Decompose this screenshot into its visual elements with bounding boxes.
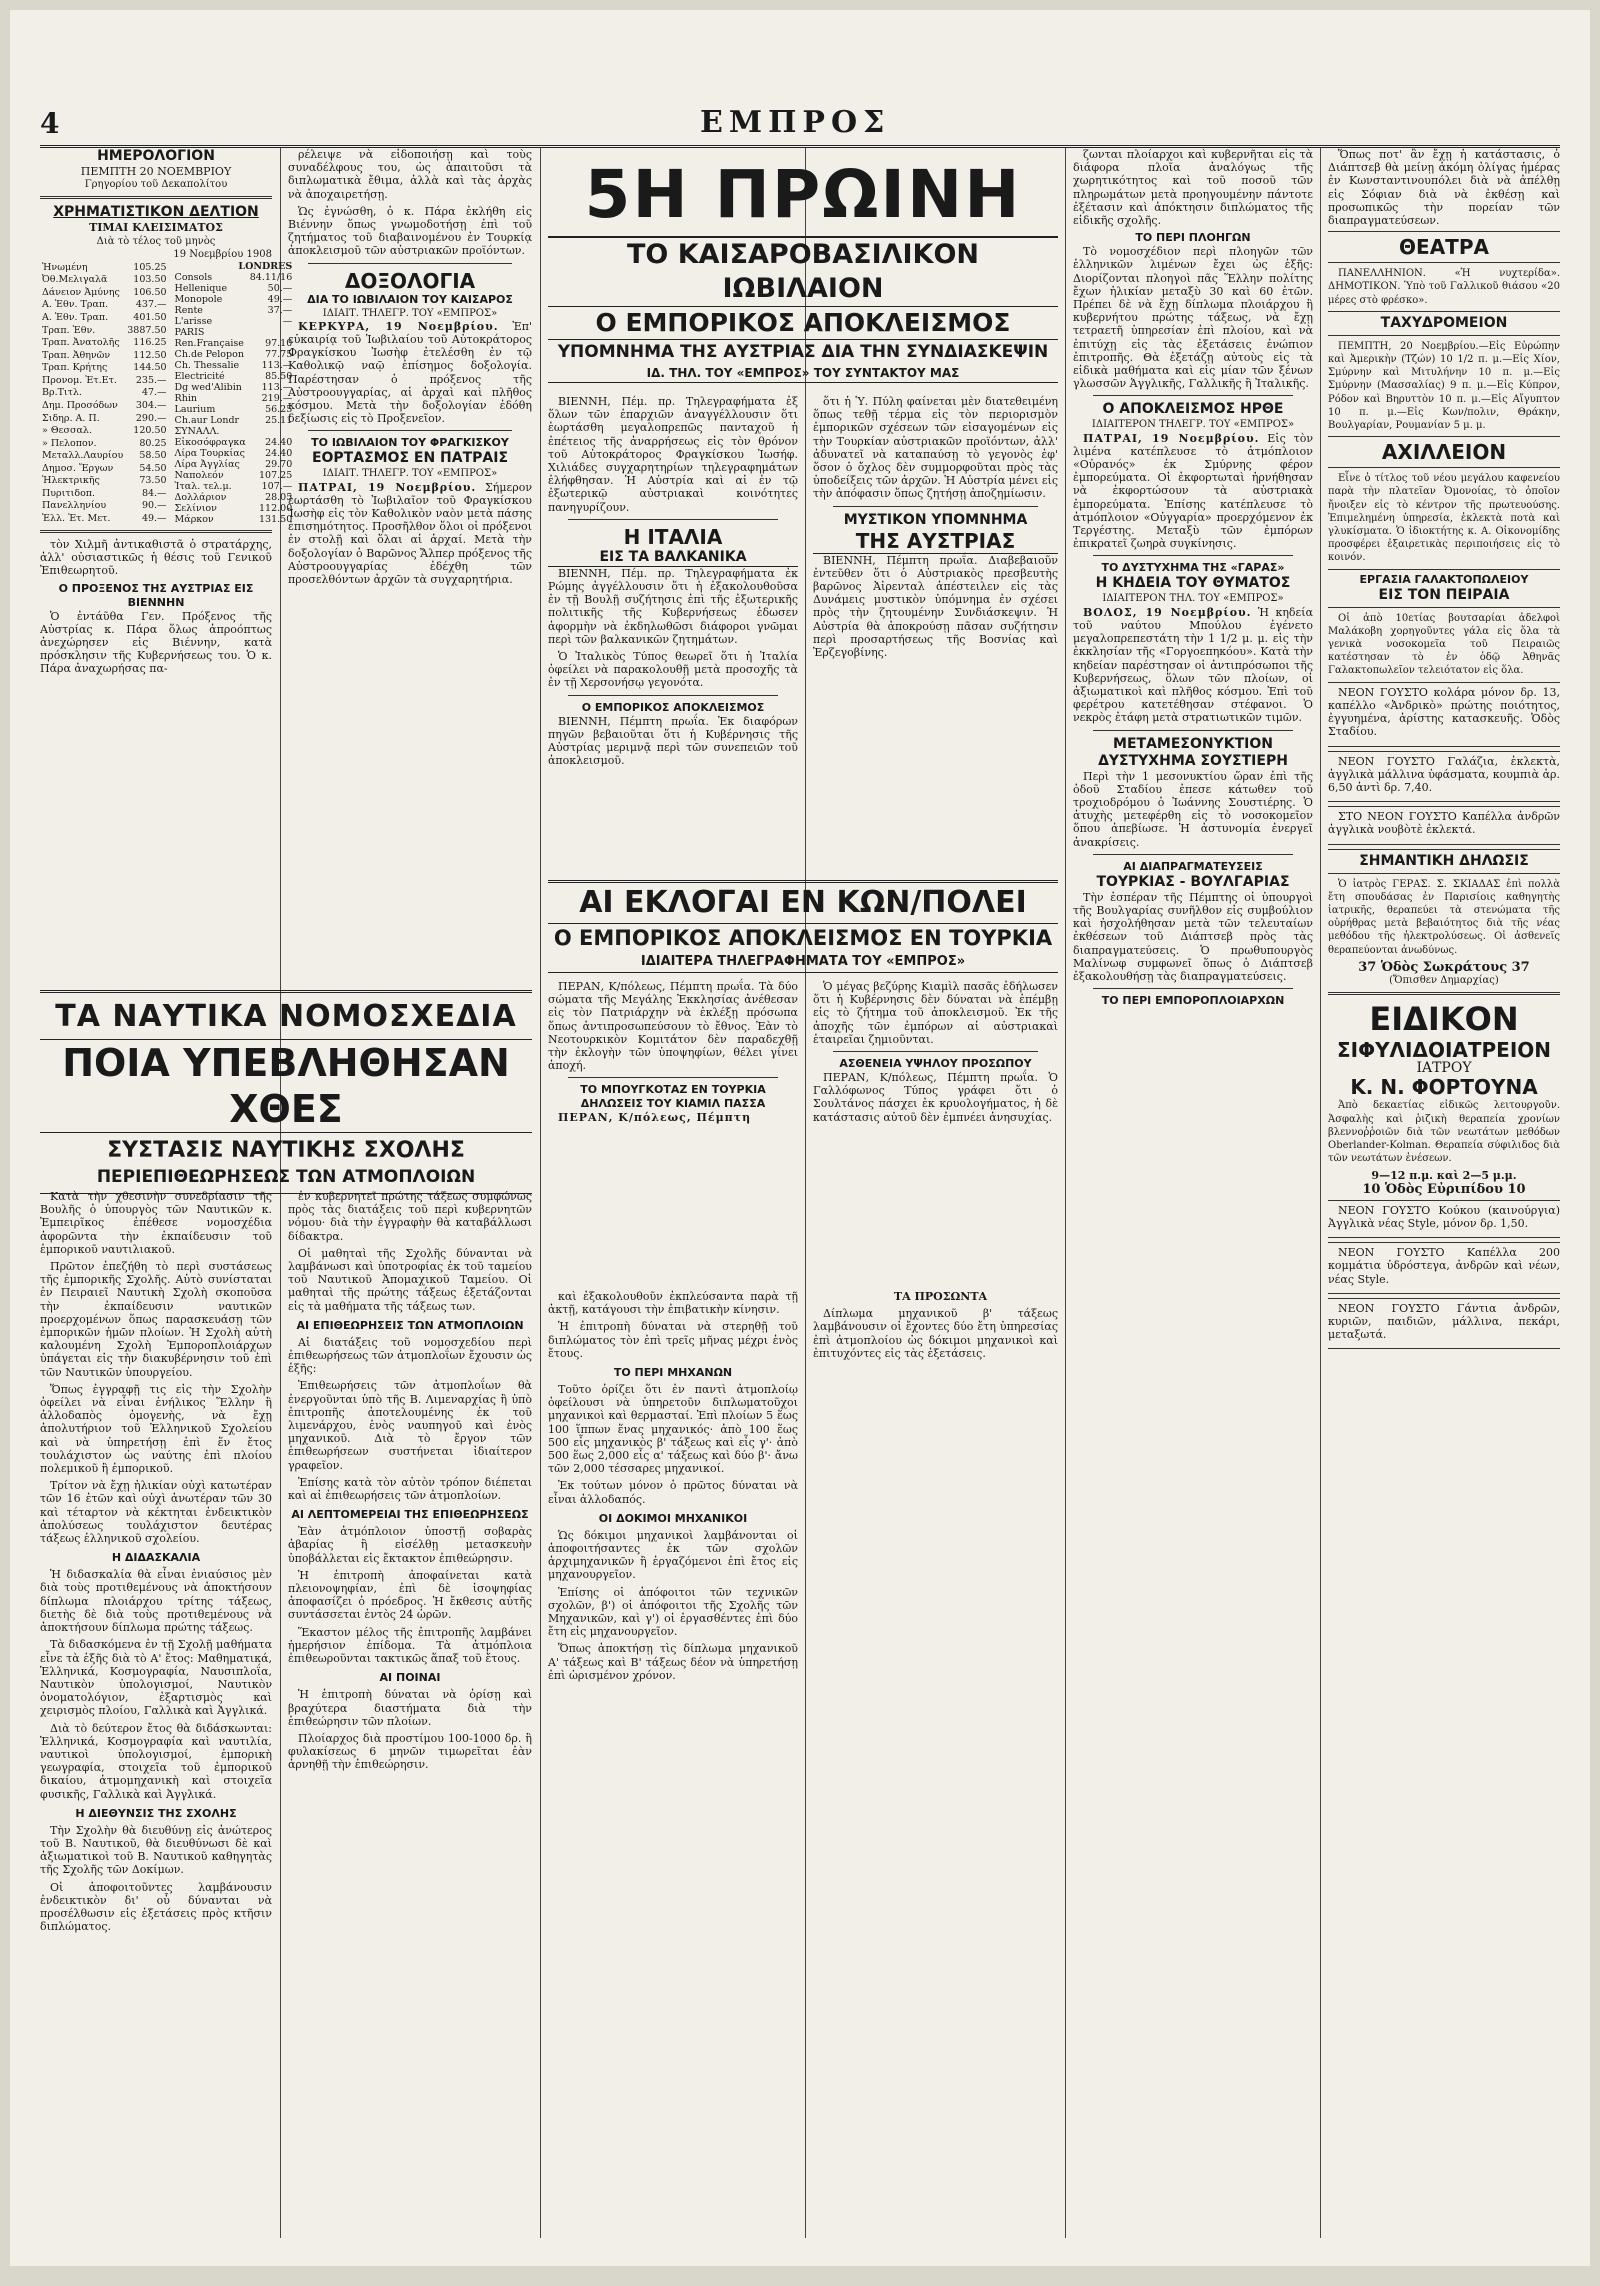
article-paragraph: Ὅπως ἀποκτήσῃ τὶς δίπλωμα μηχανικοῦ Α' τάξεως καὶ Β' τάξεως δέον νὰ ὑπηρετήσῃ ἐπὶ ὡρισμένον χρόνον.: [548, 1642, 798, 1682]
doxology-source: ΙΔΙΑΙΤ. ΤΗΛΕΓΡ. ΤΟΥ «ΕΜΠΡΟΣ»: [322, 307, 498, 319]
article-paragraph: Πλοίαρχος διὰ προστίμου 100-1000 δρ. ἢ φυλακίσεως 6 μηνῶν τιμωρεῖται ἐὰν ἀρνηθῇ τὴν ἐπιθεώρησιν.: [288, 1731, 532, 1772]
market-label: Rhin: [174, 393, 197, 405]
market-row: [40, 274, 169, 287]
section-subheading: Η ΔΙΔΑΣΚΑΛΙΑ: [111, 1551, 201, 1565]
article-paragraph: Οἱ μαθηταὶ τῆς Σχολῆς δύνανται νὰ λαμβάνωσι καὶ ὑποτροφίας ἐκ τοῦ ταμείου τοῦ Ναυτικοῦ Ἀπομαχικοῦ Ταμείου. Οἱ μαθηταὶ τῆς πρώτης τάξεως ἐξετάζονται εἰς τὰ μαθήματα τῆς τάξεως των.: [288, 1246, 532, 1313]
market-value: 144.50: [133, 362, 167, 374]
funeral-title: Η ΚΗΔΕΙΑ ΤΟΥ ΘΥΜΑΤΟΣ: [1095, 575, 1291, 592]
notice-address-2: (Ὄπισθεν Δημαρχίας): [1389, 974, 1499, 986]
market-label: Rente: [174, 305, 203, 317]
negotiations-title: ΑΙ ΔΙΑΠΡΑΓΜΑΤΕΥΣΕΙΣ: [1123, 859, 1263, 873]
article-paragraph: Τὴν Σχολὴν θὰ διευθύνῃ εἰς ἀνώτερος τοῦ Β. Ναυτικοῦ, θὰ διευθύνωσι δὲ καὶ ἀξιωματικοὶ τοῦ Β. Ναυτικοῦ καθηγητὰς τῆς Σχολῆς τῶν Δοκίμων.: [40, 1823, 272, 1877]
calendar-saint: Γρηγορίου τοῦ Δεκαπολίτου: [84, 179, 228, 191]
market-value: —: [282, 316, 293, 328]
market-value: 120.50: [133, 425, 167, 437]
market-value: 97.10: [265, 338, 293, 350]
market-row: [40, 512, 169, 525]
article-paragraph: ἐν κυβερνητεῖ πρώτης τάξεως συμφώνως πρὸς τὰς διατάξεις τοῦ περὶ κυβερνητῶν νόμου· διὰ τὴν ἐγγραφὴν θὰ καταβάλλωσι δίδακτρα.: [288, 1190, 532, 1243]
market-row: [173, 371, 295, 382]
market-label: Hellenique: [174, 283, 228, 295]
column-2: [288, 148, 532, 978]
market-value: 107.25: [259, 470, 293, 482]
column-5: [1073, 148, 1313, 2238]
market-value: 304.—: [135, 399, 167, 411]
article-paragraph: Τοῦτο ὁρίζει ὅτι ἐν παντὶ ἀτμοπλοίῳ ὀφείλουσι νὰ ὑπηρετοῦν διπλωματοῦχοι μηχανικοὶ καὶ θερμασταί. Ἐπὶ πλοίων 5 ἕως 100 ἵππων ἕνας μηχανικός· ἀπὸ 100 ἕως 500 εἷς μηχανικὸς β' τάξεως καὶ εἷς γ'· ἀπὸ 500 ἕως 2,000 εἷς α' τάξεως καὶ δύο β'· ἄνω τῶν 2,000 τέσσαρες μηχανικοί.: [548, 1383, 798, 1476]
accident-title: ΔΥΣΤΥΧΗΜΑ ΣΟΥΣΤΙΕΡΗ: [1098, 752, 1288, 769]
ad-5: ΝΕΟΝ ΓΟΥΣΤΟ Καπέλλα 200 κομμάτια ὑδρόστεγα, ἀνδρῶν καὶ νέων, νέας Style.: [1328, 1246, 1560, 1286]
market-row: [40, 449, 169, 462]
market-value: 56.25: [265, 404, 293, 416]
negotiations-subtitle: ΤΟΥΡΚΙΑΣ - ΒΟΥΛΓΑΡΙΑΣ: [1096, 873, 1290, 890]
market-value: 24.40: [265, 437, 293, 449]
elections-title: ΑΙ ΕΚΛΟΓΑΙ ΕΝ ΚΩΝ/ΠΟΛΕΙ: [579, 885, 1027, 920]
market-row: [40, 462, 169, 475]
achilleion-title: ΑΧΙΛΛΕΙΟΝ: [1381, 440, 1507, 465]
market-subtitle: ΤΙΜΑΙ ΚΛΕΙΣΙΜΑΤΟΣ: [89, 221, 223, 235]
theatres-title: ΘΕΑΤΡΑ: [1399, 235, 1489, 260]
col5-top: ζωνται πλοίαρχοι καὶ κυβερνῆται εἰς τὰ διάφορα πλοῖα ἀναλόγως τῆς χωρητικότητος καὶ τοῦ ποσοῦ τῶν πληρωμάτων μετὰ προηγουμένην πάντοτε ἐξέτασιν καὶ ἀπόκτησιν διπλώματος τῆς εἰδικῆς σχολῆς.: [1073, 148, 1313, 228]
market-row: [40, 399, 169, 412]
section-subheading: ΤΟ ΠΕΡΙ ΜΗΧΑΝΩΝ: [613, 1366, 733, 1380]
nautical-headline: ΠΟΙΑ ΥΠΕΒΛΗΘΗΣΑΝ ΧΘΕΣ: [40, 1039, 532, 1133]
ad-6: ΝΕΟΝ ΓΟΥΣΤΟ Γάντια ἀνδρῶν, κυριῶν, παιδιῶν, μάλλινα, πεκάρι, μεταξωτά.: [1328, 1301, 1560, 1342]
article-paragraph: Ἐπίσης οἱ ἀπόφοιτοι τῶν τεχνικῶν σχολῶν, β') οἱ ἀπόφοιτοι τῆς Σχολῆς τῶν Μηχανικῶν, καὶ γ') οἱ ἐργασθέντες ἐπὶ δύο ἔτη εἰς μηχανουργεῖον.: [548, 1585, 798, 1639]
section-subheading: ΟΙ ΔΟΚΙΜΟΙ ΜΗΧΑΝΙΚΟΙ: [598, 1511, 748, 1525]
col2-p2: Ὡς ἐγνώσθη, ὁ κ. Πάρα ἐκλήθη εἰς Βιέννην ὅπως γνωμοδοτήσῃ ἐπὶ τοῦ ζητήματος τοῦ διαβαινομένου ἐν Τουρκίᾳ ἀποκλεισμοῦ τῶν αὐστριακῶν προϊόντων.: [288, 204, 532, 258]
market-label: Ch. Thessalie: [174, 360, 240, 372]
market-label: Electricité: [174, 371, 225, 383]
market-label: Προνομ. Ἐτ.Ετ.: [42, 374, 117, 386]
health-title: ΑΣΘΕΝΕΙΑ ΥΨΗΛΟΥ ΠΡΟΣΩΠΟΥ: [839, 1057, 1032, 1071]
market-row: [173, 492, 295, 503]
market-label: Ὀθ.Μελιγαλᾶ: [42, 274, 108, 286]
market-row: [173, 481, 295, 492]
section-subheading: ΑΙ ΕΠΙΘΕΩΡΗΣΕΙΣ ΤΩΝ ΑΤΜΟΠΛΟΙΩΝ: [296, 1318, 524, 1332]
market-label: L'arisse: [174, 316, 213, 328]
market-row: [173, 426, 295, 437]
article-paragraph: Τρίτον νὰ ἔχῃ ἡλικίαν οὐχὶ κατωτέραν τῶν 16 ἐτῶν καὶ οὐχὶ ἀνωτέραν τῶν 30 καὶ τέταρτον νὰ κέκτηται ἐνδεικτικὸν ἀπολύσεως τουλάχιστον δευτέρας τάξεως ἑλληνικοῦ σχολείου.: [40, 1479, 272, 1546]
funeral-source: ΙΔΙΑΙΤΕΡΟΝ ΤΗΛ. ΤΟΥ «ΕΜΠΡΟΣ»: [1102, 593, 1284, 605]
market-row: [40, 349, 169, 362]
volos-dateline: ΒΟΛΟΣ, 19 Νοεμβρίου.: [1083, 605, 1252, 619]
market-row: [40, 286, 169, 299]
market-row: [173, 272, 295, 283]
market-row: [173, 327, 295, 338]
market-label: Ἰταλ. τελ.μ.: [174, 481, 232, 493]
market-value: 106.50: [133, 286, 167, 298]
nautical-title: ΤΑ ΝΑΥΤΙΚΑ ΝΟΜΟΣΧΕΔΙΑ: [55, 999, 517, 1034]
market-value: 401.50: [133, 312, 167, 324]
ship-accident-title: ΤΟ ΔΥΣΤΥΧΗΜΑ ΤΗΣ «ΓΑΡΑΣ»: [1101, 561, 1285, 575]
market-value: 37.—: [267, 305, 293, 317]
dairy-text: Οἱ ἀπὸ 10ετίας βουτσαρίαι ἀδελφοὶ Μαλάκοβη χορηγοῦντες γάλα εἰς ὅλα τὰ γενικὰ νοσοκομεῖα τοῦ Πειραιῶς κατέστησαν τὸ ἐν ὁδῷ Ἀθηνᾶς Γαλακτοπωλεῖον τελειότατον εἰς ὅλα.: [1328, 612, 1560, 677]
health-text: ΠΕΡΑΝ, Κ/πόλεως, Πέμπτη πρωΐα. Ὁ Γαλλόφωνος Τύπος γράφει ὅτι ὁ Σουλτάνος πάσχει ἐκ κρυολογήματος, ἡ δὲ κατάστασις αὐτοῦ δὲν ἐμπνέει ἀνησυχίας.: [813, 1071, 1058, 1124]
market-note: Διὰ τὸ τέλος τοῦ μηνὸς: [96, 235, 216, 247]
market-value: 112.00: [259, 503, 293, 515]
article-paragraph: Αἱ διατάξεις τοῦ νομοσχεδίου περὶ ἐπιθεωρήσεως τῶν ἀτμοπλοΐων ἔχουσιν ὡς ἑξῆς:: [288, 1335, 532, 1376]
elections-banner: [548, 880, 1058, 973]
dairy-subtitle: ΕΙΣ ΤΟΝ ΠΕΙΡΑΙΑ: [1378, 586, 1510, 603]
envoy-text: Ὁ ἐντάῦθα Γεν. Πρόξενος τῆς Αὐστρίας κ. Πάρα ὅλως ἀπροόπτως ἀνεχώρησεν εἰς Βιέννην, κατὰ πρόσκλησιν τῆς Κυβερνήσεως του. Ὁ κ. Πάρα ἀναχωρήσας πα-: [40, 609, 272, 676]
article-paragraph: Ἐκ τούτων μόνον ὁ πρῶτος δύναται νὰ εἶναι ἀλλοδαπός.: [548, 1479, 798, 1506]
engines-column: [548, 1290, 798, 2240]
banner-memo: ΥΠΟΜΝΗΜΑ ΤΗΣ ΑΥΣΤΡΙΑΣ ΔΙΑ ΤΗΝ ΣΥΝΔΙΑΣΚΕΨΙΝ: [557, 342, 1049, 362]
trade-title: ΤΑ ΠΡΟΣΩΝΤΑ: [893, 1290, 988, 1303]
market-value: 49.—: [267, 294, 293, 306]
market-label: Δάνειον Ἀμύνης: [42, 286, 120, 298]
post-text: ΠΕΜΠΤΗ, 20 Νοεμβρίου.—Εἰς Εὐρώπην καὶ Ἀμερικὴν (Τζών) 10 1/2 π. μ.—Εἰς Χίον, Σμύρνην καὶ Μιτυλήνην 10 π. μ.—Εἰς Σμύρνην (Μασσαλίας) 9 π. μ.—Εἰς Κύπρον, Ρόδον καὶ Βηρυττὸν 10 π. μ.—Εἰς Αἴγυπτον 10 π. μ.—Εἰς Κων/πολιν, Θράκην, Βουλγαρίαν, Ρουμανίαν 5 μ. μ.: [1328, 340, 1560, 432]
article-paragraph: Ἐπίσης κατὰ τὸν αὐτὸν τρόπον διέπεται καὶ αἱ ἐπιθεωρήσεις τῶν ἀτμοπλοίων.: [288, 1475, 532, 1503]
market-row: [40, 500, 169, 513]
market-row: [173, 503, 295, 514]
article-paragraph: Ὡς δόκιμοι μηχανικοὶ λαμβάνονται οἱ ἀποφοιτήσαντες ἐκ τῶν σχολῶν ἀρχιμηχανικῶν ἢ ἐργαζόμενοι ἐπὶ ἔτος εἰς μηχανουργεῖον.: [548, 1528, 798, 1582]
market-label: Τραπ. Ἀθηνῶν: [42, 349, 111, 361]
market-label: Monopole: [174, 294, 223, 306]
masthead: [40, 105, 1560, 148]
table-header: LONDRES: [238, 261, 293, 273]
market-row: [173, 459, 295, 470]
post-title: ΤΑΧΥΔΡΟΜΕΙΟΝ: [1380, 314, 1508, 331]
nautical-header: [40, 990, 532, 1194]
vienna-text-b: ὅτι ἡ Ὑ. Πύλη φαίνεται μὲν διατεθειμένη ὅπως τεθῇ τέρμα εἰς τὸν περιορισμὸν ἐμπορικῶν σχέσεων τῶν εἰσαγομένων εἰς τὴν Τουρκίαν αὐστριακῶν προϊόντων, ἀλλ' ἀδυνατεῖ νὰ καταπαύσῃ τὸ γεγονὸς ἐφ' ὅσον ὁ ὄχλος δὲν συμμορφοῦται πρὸς τὰς ὑποδείξεις τῶν ἀρχῶν. Ἡ Αὐστρία μένει εἰς τὴν ἀπόφασιν ὅπως ζητήσῃ ἀποζημίωσιν.: [813, 395, 1058, 501]
market-row: [40, 362, 169, 375]
market-row: [40, 324, 169, 337]
special-text: Ἀπὸ δεκαετίας εἰδικῶς λειτουργοῦν. Ἀσφαλὴς καὶ ῥιζικὴ θεραπεία χρονίων βλεννοῤῥοιῶν διὰ τῶν νεωτάτων μεθόδων Oberlander-Kolman. Θεραπεία σύφιλιδος διὰ τῶν νεωτάτων ἐνέσεων.: [1328, 1100, 1560, 1165]
corfu-dateline: ΚΕΡΚΥΡΑ, 19 Νοεμβρίου.: [298, 319, 499, 333]
newspaper-name: ΕΜΠΡΟΣ: [700, 105, 891, 140]
boycott-came-title: Ο ΑΠΟΚΛΕΙΣΜΟΣ ΗΡΘΕ: [1102, 401, 1284, 418]
section-subheading: ΑΙ ΠΟΙΝΑΙ: [379, 1671, 441, 1685]
market-label: Α. Ἐθν. Τραπ.: [42, 299, 109, 311]
special-subtitle: ΣΙΦΥΛΙΔΟΙΑΤΡΕΙΟΝ: [1336, 1038, 1552, 1063]
market-row: [40, 437, 169, 450]
calendar-title: ΗΜΕΡΟΛΟΓΙΟΝ: [97, 148, 215, 164]
market-label: Μάρκον: [174, 514, 214, 526]
section-subheading: ΑΙ ΛΕΠΤΟΜΕΡΕΙΑΙ ΤΗΣ ΕΠΙΘΕΩΡΗΣΕΩΣ: [291, 1508, 529, 1522]
special-doctor-name: Κ. Ν. ΦΟΡΤΟΥΝΑ: [1350, 1075, 1538, 1100]
column-rule: [1320, 148, 1321, 2238]
market-value: 28.05: [265, 492, 293, 504]
market-row: [173, 470, 295, 481]
accident-text: Περὶ τὴν 1 μεσονυκτίου ὥραν ἐπὶ τῆς ὁδοῦ Σταδίου ἐπεσε κάτωθεν τοῦ τροχιοδρόμου ὁ Ἰωάννης Σουστιέρης. Ὁ ἀτυχὴς μετεφέρθη εἰς τὸ νοσοκομεῖον ὅπου ἀπεβίωσε. Ἡ ἀστυνομία ἐνεργεῖ ἀνακρίσεις.: [1073, 769, 1313, 849]
market-row: [40, 424, 169, 437]
column-3: [548, 395, 798, 875]
market-label: Εἰκοσόφραγκα: [174, 437, 246, 449]
market-value: 113.—: [261, 382, 293, 394]
calendar-date: ΠΕΜΠΤΗ 20 ΝΟΕΜΒΡΙΟΥ: [80, 165, 232, 178]
market-label: » Θεσσαλ.: [42, 425, 92, 437]
italy-subtitle: ΕΙΣ ΤΑ ΒΑΛΚΑΝΙΚΑ: [548, 549, 798, 567]
pera-text-a: ΠΕΡΑΝ, Κ/πόλεως, Πέμπτη πρωΐα. Τὰ δύο σώματα τῆς Μεγάλης Ἐκκλησίας ἀνέθεσαν εἰς τὸν Πατριάρχην νὰ ἐκλέξῃ πρόσωπα ὅπως ἀντιπροσωπεύσουν τὸ ἔθνος. Ἐὰν τὸ Νεοτουρκικὸν Κομιτάτον δὲν παραδεχθῇ τὴν ἐκλογὴν τῶν ὑποψηφίων, θέλει γίνει ἀποχή.: [548, 980, 798, 1073]
market-value: 50.—: [267, 283, 293, 295]
dairy-title: ΕΡΓΑΣΙΑ ΓΑΛΑΚΤΟΠΩΛΕΙΟΥ: [1359, 572, 1529, 586]
market-label: Ch.de Pelopon: [174, 349, 244, 361]
market-value: 219.—: [261, 393, 293, 405]
market-value: 290.—: [135, 412, 167, 424]
funeral-text: Ἡ κηδεία τοῦ ναύτου Μπούλου ἐγένετο μεγαλοπρεπεστάτη τὴν 1 1/2 μ. μ. εἰς τὴν ἐκκλησίαν τῆς «Γοργοεπηκόου». Κατὰ τὴν κηδείαν παρέστησαν οἱ ἀντιπρόσωποι τῆς Κυβερνήσεως, ὅλων τῶν πλοίων, οἱ ἀξιωματικοὶ καὶ πλῆθος κόσμου. Ἐπὶ τοῦ φερέτρου κατετέθησαν στέφανοι. Ὁ νεκρὸς ἐτάφη μετὰ στρατιωτικῶν τιμῶν.: [1073, 605, 1313, 725]
market-row: [173, 338, 295, 349]
article-paragraph: Ἡ ἐπιτροπὴ δύναται νὰ στερηθῇ τοῦ διπλώματος τὸν ἐπὶ τρεῖς μῆνας μέχρι ἑνὸς ἔτους.: [548, 1320, 798, 1360]
nautical-subhead-2: ΠΕΡΙΕΠΙΘΕΩΡΗΣΕΩΣ ΤΩΝ ΑΤΜΟΠΛΟΙΩΝ: [40, 1165, 532, 1194]
special-hours: 9—12 π.μ. καὶ 2—5 μ.μ.: [1371, 1169, 1517, 1183]
market-value: 54.50: [139, 462, 167, 474]
corfu-text: Ἐπ' εὐκαιρίᾳ τοῦ Ἰωβιλαίου τοῦ Αὐτοκράτορος Φραγκίσκου Ἰωσὴφ ἐτελέσθη ἐν τῷ Καθολικῷ ναῷ ἐπίσημος δοξολογία. Παρέστησαν ὁ πρόξενος τῆς Αὐστροουγγαρίας, αἱ ἀρχαὶ καὶ πλῆθος κόσμου. Μετὰ τὴν δοξολογίαν ἐδόθη δεξίωσις εἰς τὸ Προξενεῖον.: [288, 319, 532, 426]
memo-text: ΒΙΕΝΝΗ, Πέμπτη πρωΐα. Διαβεβαιοῦν ἐντεῦθεν ὅτι ὁ Αὐστριακὸς πρεσβευτὴς βαρῶνος Ἀἰρενταλ ἀπέστειλεν εἰς τὰς Δυνάμεις μυστικὸν ὑπόμνημα ἐν σχέσει πρὸς τὴν ζητουμένην Συνδιάσκεψιν. Ἡ Αὐστρία θὰ ἀποκρούσῃ πᾶσαν συζήτησιν περὶ προσαρτήσεως τῆς Βοσνίας καὶ Ἐρζεγοβίνης.: [813, 553, 1058, 660]
boycott-came-source: ΙΔΙΑΙΤΕΡΟΝ ΤΗΛΕΓΡ. ΤΟΥ «ΕΜΠΡΟΣ»: [1091, 419, 1295, 431]
col2-p1: ρέλειψε νὰ εἰδοποιήσῃ καὶ τοὺς συναδέλφους του, ὡς ἀπαιτοῦσι τὰ διπλωματικὰ ἔθιμα, ἀλλὰ καὶ τὰς ἀρχὰς νὰ ἀποχαιρετήσῃ.: [288, 148, 532, 201]
market-value: 90.—: [141, 500, 167, 512]
market-value: 29.70: [265, 459, 293, 471]
market-label: Ἑλλ. Ἐτ. Μετ.: [42, 513, 111, 525]
market-label: Δημοσ. Ἔργων: [42, 462, 114, 474]
jubilee-title: ΤΟ ΙΩΒΙΛΑΙΟΝ ΤΟΥ ΦΡΑΓΚΙΣΚΟΥ: [311, 436, 509, 450]
intro-text: τὸν Χιλμῆ ἀντικαθιστᾶ ὁ στρατάρχης, ἀλλ' οὐσιαστικῶς ἡ θέσις τοῦ Γενικοῦ Ἐπιθεωρητοῦ.: [40, 538, 272, 578]
article-paragraph: Ἕκαστον μέλος τῆς ἐπιτροπῆς λαμβάνει ἡμερήσιον ἐπίδομα. Τὰ ἀτμόπλοια ἐπιθεωροῦνται τακτικῶς ἅπαξ τοῦ ἔτους.: [288, 1625, 532, 1666]
article-paragraph: Οἱ ἀποφοιτοῦντες λαμβάνουσιν ἐνδεικτικὸν δι' οὗ δύνανται νὰ προσέλθωσιν εἰς ἐξετάσεις πρὸς κτῆσιν διπλώματος.: [40, 1880, 272, 1934]
patras-subtitle: ΕΟΡΤΑΣΜΟΣ ΕΝ ΠΑΤΡΑΙΣ: [311, 450, 509, 467]
column-rule: [805, 148, 806, 2238]
column-1: [40, 148, 293, 978]
column-3-lower: [548, 980, 798, 1280]
market-label: Ναπολεόν: [174, 470, 224, 482]
market-label: Τραπ. Κρήτης: [42, 362, 108, 374]
market-table-athens: [40, 261, 169, 525]
patras-text: Σήμερον ἑωρτάσθη τὸ Ἰωβιλαῖον τοῦ Φραγκίσκου Ἰωσὴφ εἰς τὸν Καθολικὸν ναὸν μετὰ πάσης ἐπισημότητος. Προσῆλθον ὅλοι οἱ πρόξενοι ἐν στολῇ καὶ ὅλαι αἱ ἀρχαί. Μετὰ τὴν δοξολογίαν ὁ Βαρῶνος Ἄλπερ πρόξενος τῆς Αὐστροουγγαρίας ἐδέχθη τῶν προσελθόντων ἀρχῶν τὰ συγχαρητήρια.: [288, 480, 533, 587]
notice-title: ΣΗΜΑΝΤΙΚΗ ΔΗΛΩΣΙΣ: [1359, 852, 1529, 869]
market-value: 113.—: [261, 360, 293, 372]
vienna-text-a: ΒΙΕΝΝΗ, Πέμ. πρ. Τηλεγραφήματα ἐξ ὅλων τῶν ἐπαρχιῶν ἀναγγέλλουσιν ὅτι ἑωρτάσθη μεγαλοπρεπῶς πανταχοῦ ἡ ἐπέτειος τῆς ἀναρρήσεως εἰς τὸν θρόνον τοῦ Αὐτοκράτορος Φραγκίσκου Ἰωσήφ. Χιλιάδες συγχαρητηρίων τηλεγραφημάτων ἐλήφθησαν. Ἡ Αὐστρία καὶ αἱ ἐν τῷ ἐξωτερικῷ αὐστριακαὶ κοινότητες πανηγυρίζουν.: [548, 395, 798, 514]
achilleion-text: Εἶνε ὁ τίτλος τοῦ νέου μεγάλου καφενείου παρὰ τὴν πλατεῖαν Ὀμονοίας, τὸ ὁποῖον ἤνοιξεν εἰς τὸ κέντρον τῆς πρωτευούσης. Ἐπιμελημένη ὑπηρεσία, ἐκλεκτὰ ποτὰ καὶ γλυκίσματα. Ὁ ἰδιοκτήτης κ. Α. Οἰκονομίδης προσφέρει ἐξαιρετικὰς περιποιήσεις εἰς τὸ κοινόν.: [1328, 473, 1560, 564]
boycott-title: Ο ΕΜΠΟΡΙΚΟΣ ΑΠΟΚΛΕΙΣΜΟΣ: [581, 700, 765, 714]
ad-4: ΝΕΟΝ ΓΟΥΣΤΟ Κούκου (καινούργια) Ἀγγλικὰ νέας Style, μόνον δρ. 1,50.: [1328, 1203, 1560, 1230]
market-label: Πανελληνίου: [42, 500, 107, 512]
market-date: 19 Νοεμβρίου 1908: [173, 248, 272, 260]
market-value: 3887.50: [127, 324, 167, 336]
market-title: ΧΡΗΜΑΤΙΣΤΙΚΟΝ ΔΕΛΤΙΟΝ: [53, 204, 259, 221]
market-label: Βρ.Τιτλ.: [42, 387, 82, 399]
market-label: Ch.aur Londr: [174, 415, 240, 427]
pilots-text: Τὸ νομοσχέδιον περὶ πλοηγῶν τῶν ἑλληνικῶν λιμένων ἔχει ὡς ἑξῆς: Διορίζονται πλοηγοὶ πᾶς Ἕλλην πολίτης ἔχων ἡλικίαν μεταξὺ 30 καὶ 60 ἐτῶν. Πρέπει δὲ νὰ ἔχῃ δίπλωμα πλοιάρχου ἢ κυβερνήτου πρώτης τάξεως, νὰ ἔχῃ τετραετῆ ὑπηρεσίαν ἐπὶ πλοίου, καὶ νὰ ἐπιτύχῃ εἰς τὰς ἐξετάσεις ἐνώπιον ἐπιτροπῆς. Θὰ ἐξετάζῃ αὐτοὺς εἰς τὰ εἰδικὰ μαθήματα καὶ εἰς μίαν τῶν ξένων γλωσσῶν Ἀγγλικῆς, Γαλλικῆς ἢ Ἰταλικῆς.: [1073, 245, 1313, 391]
market-row: [173, 305, 295, 316]
market-label: PARIS: [174, 327, 205, 339]
market-label: Dg wed'Alibin: [174, 382, 242, 394]
market-value: 47.—: [141, 387, 167, 399]
newspaper-page: [10, 10, 1590, 2266]
market-label: Πυριτιδοπ.: [42, 487, 96, 499]
market-value: 107.—: [261, 481, 293, 493]
market-value: 131.50: [259, 514, 293, 526]
market-label: Laurium: [174, 404, 216, 416]
patras-dateline: ΠΑΤΡΑΙ, 19 Νοεμβρίου.: [298, 480, 477, 494]
market-label: Λίρα Τουρκίας: [174, 448, 245, 460]
market-label: Μεταλλ.Λαυρίου: [42, 450, 124, 462]
article-paragraph: Ἡ ἐπιτροπὴ ἀποφαίνεται κατὰ πλειονοψηφίαν, ἐπὶ δὲ ἰσοψηφίας ἀποφασίζει ὁ πρόεδρος. Ἡ ἔκθεσις αὐτῆς συντάσσεται ἐντὸς 24 ὡρῶν.: [288, 1568, 532, 1622]
article-paragraph: Κατὰ τὴν χθεσινὴν συνεδρίασιν τῆς Βουλῆς ὁ ὑπουργὸς τῶν Ναυτικῶν κ. Ἐμπειρῖκος ἐπέθεσε νομοσχέδια ἀφορῶντα τὴν ἐκπαίδευσιν τοῦ ἐμπορικοῦ ναυτιλιακοῦ.: [40, 1190, 272, 1256]
market-value: 80.25: [139, 437, 167, 449]
column-6: [1328, 148, 1560, 2238]
boycott-came-text: Εἰς τὸν λιμένα κατέπλευσε τὸ ἀτμόπλοιον «Οὐρανός» ἐκ Σμύρνης φέρον ἐμπορεύματα. Οἱ ἐκφορτωταὶ ἠρνήθησαν νὰ ἐκφορτώσουν τὰ αὐστριακὰ ἐμπορεύματα. Ἐπίσης κατέπλευσε τὸ ἀτμόπλοιον «Οὐγγαρία» προερχόμενον ἐκ Τεργέστης. Μεταξὺ τῶν ἐμπόρων ἐπικρατεῖ ζωηρὰ συγκίνησις.: [1073, 431, 1314, 551]
market-label: Ren.Française: [174, 338, 244, 350]
market-row: [173, 437, 295, 448]
market-row: [173, 448, 295, 459]
market-value: 103.50: [133, 274, 167, 286]
market-label: Consols: [174, 272, 213, 284]
ad-3: ΣΤΟ ΝΕΟΝ ΓΟΥΣΤΟ Καπέλλα ἀνδρῶν ἀγγλικὰ νουβὸτὲ ἐκλεκτά.: [1328, 810, 1560, 837]
column-rule: [540, 148, 541, 2238]
column-4-bottom: [813, 1290, 1058, 2240]
market-label: Α. Ἐθν. Τραπ.: [42, 312, 109, 324]
italy-text-2: Ὁ Ἰταλικὸς Τύπος θεωρεῖ ὅτι ἡ Ἰταλία ὀφείλει νὰ παρακολουθῇ μετὰ προσοχῆς τὰ ἐν τῇ Χερσονήσῳ γεγονότα.: [548, 650, 798, 690]
market-row: [173, 316, 295, 327]
midnight-title: ΜΕΤΑΜΕΣΟΝΥΚΤΙΟΝ: [1113, 735, 1273, 752]
market-row: [173, 283, 295, 294]
special-title: ΕΙΔΙΚΟΝ: [1369, 1000, 1519, 1039]
market-row: [173, 360, 295, 371]
market-value: 85.50: [265, 371, 293, 383]
article-paragraph: Ἐπιθεωρήσεις τῶν ἀτμοπλοΐων θὰ ἐνεργοῦνται ὑπὸ τῆς Β. Λιμεναρχίας ἢ ὑπὸ ἐπιτροπῆς ἀποτελουμένης ἐκ τοῦ λιμενάρχου, ἑνὸς ναυπηγοῦ καὶ ἑνὸς μηχανικοῦ. Διὰ τὸ ἔργον τῶν ἐπιθεωρήσεων συστήνεται ἰδιαίτερον γραφεῖον.: [288, 1379, 532, 1472]
market-value: 77.75: [265, 349, 293, 361]
envoy-title: Ο ΠΡΟΞΕΝΟΣ ΤΗΣ ΑΥΣΤΡΙΑΣ ΕΙΣ ΒΙΕΝΝΗΝ: [58, 581, 254, 609]
bulgaria-subtitle: ΔΗΛΩΣΕΙΣ ΤΟΥ ΚΙΑΜΙΛ ΠΑΣΣΑ: [580, 1097, 766, 1111]
market-row: [40, 412, 169, 425]
market-value: 73.50: [139, 475, 167, 487]
banner-jubilee: ΤΟ ΚΑΙΣΑΡΟΒΑΣΙΛΙΚΟΝ ΙΩΒΙΛΑΙΟΝ: [548, 236, 1058, 307]
market-value: 24.40: [265, 448, 293, 460]
article-paragraph: Ἡ διδασκαλία θὰ εἶναι ἐνιαύσιος μὲν διὰ τοὺς προτιθεμένους νὰ ἀποκτήσουν δίπλωμα πλοιάρχου τρίτης τάξεως, διετὴς δὲ διὰ τοὺς προτιθεμένους νὰ ἀποκτήσουν δίπλωμα πρώτης τάξεως.: [40, 1568, 272, 1635]
market-value: 116.25: [133, 337, 167, 349]
doxology-title: ΔΟΞΟΛΟΓΙΑ: [344, 268, 476, 293]
market-label: Δολλάριον: [174, 492, 227, 504]
patras-source: ΙΔΙΑΙΤ. ΤΗΛΕΓΡ. ΤΟΥ «ΕΜΠΡΟΣ»: [322, 468, 498, 480]
market-row: [173, 382, 295, 393]
market-row: [40, 311, 169, 324]
theatres-text: ΠΑΝΕΛΛΗΝΙΟΝ. «Ἡ νυχτερίδα». ΔΗΜΟΤΙΚΟΝ. Ὑπὸ τοῦ Γαλλικοῦ θιάσου «20 μέρες στὸ φρέσκο».: [1328, 268, 1560, 306]
special-doctor-label: ΙΑΤΡΟΥ: [1416, 1060, 1472, 1077]
article-paragraph: Ἐὰν ἀτμόπλοιον ὑποστῇ σοβαρὰς ἀβαρίας ἢ εἰσέλθῃ μετασκευὴν ὑποβάλλεται εἰς ἔκτακτον ἐπιθεώρησιν.: [288, 1525, 532, 1565]
boycott-text: ΒΙΕΝΝΗ, Πέμπτη πρωΐα. Ἐκ διαφόρων πηγῶν βεβαιοῦται ὅτι ἡ Κυβέρνησις τῆς Αὐστρίας μεριμνᾷ περὶ τῶν συνεπειῶν τοῦ ἀποκλεισμοῦ.: [548, 714, 798, 768]
market-value: 84.—: [141, 487, 167, 499]
column-4: [813, 395, 1058, 875]
bulgaria-title: ΤΟ ΜΠΟΥΓΚΟΤΑΖ ΕΝ ΤΟΥΡΚΙΑ: [580, 1083, 766, 1097]
nautical-column-b: [288, 1190, 532, 2240]
center-banner: [548, 156, 1058, 383]
market-row: [40, 336, 169, 349]
section-subheading: Η ΔΙΕΘΥΝΣΙΣ ΤΗΣ ΣΧΟΛΗΣ: [75, 1806, 237, 1820]
market-value: 105.25: [133, 261, 167, 273]
market-table-foreign: [173, 261, 295, 525]
notice-text: Ὁ ἰατρὸς ΓΕΡΑΣ. Σ. ΣΚΙΑΔΑΣ ἐπὶ πολλὰ ἔτη σπουδάσας ἐν Παρισίοις καθηγητὴς ἰατρικῆς, θεραπεύει τὰ στενώματα τῆς οὐρήθρας μετὰ βεβαιότητος διὰ τῆς νέας μεθόδου τῆς ἠλεκτρολύσεως. Οἱ ἀσθενεῖς θεραπεύονται ἀνωδύνως.: [1328, 878, 1560, 956]
market-row: [40, 299, 169, 312]
article-paragraph: Ὅπως ἐγγραφῇ τις εἰς τὴν Σχολὴν ὀφείλει νὰ εἶναι ἐνήλικος Ἕλλην ἢ ἀλλοδαπὸς ὁμογενὴς, νὰ ἔχῃ ἀπολυτήριον τοῦ Ἑλληνικοῦ Σχολείου καὶ νὰ ὑπηρετήσῃ ἐπὶ ἕν ἔτος τουλάχιστον ὡς ναύτης ἐπὶ πλοίου πολεμικοῦ ἢ ἐμπορικοῦ.: [40, 1382, 272, 1476]
banner-source: ΙΔ. ΤΗΛ. ΤΟΥ «ΕΜΠΡΟΣ» ΤΟΥ ΣΥΝΤΑΚΤΟΥ ΜΑΣ: [548, 364, 1058, 383]
market-row: [173, 393, 295, 404]
article-paragraph: Διὰ τὸ δεύτερον ἔτος θὰ διδάσκωνται: Ἑλληνικά, Κοσμογραφία καὶ ναυτιλία, ναυτικοὶ ὑπολογισμοί, ἐμπορικὴ γεωγραφία, στοιχεῖα τοῦ ἐμπορικοῦ δικαίου, ἀτμομηχανικὴ καὶ στοιχεῖα φυσικῆς, Γαλλικὰ καὶ Ἀγγλικά.: [40, 1721, 272, 1801]
doxology-subtitle: ΔΙΑ ΤΟ ΙΩΒΙΛΑΙΟΝ ΤΟΥ ΚΑΙΣΑΡΟΣ: [307, 292, 513, 306]
article-paragraph: καὶ ἐξακολουθοῦν ἐκπλεύσαντα παρὰ τῇ ἀκτῇ, κατάγουσι τὴν ἐπιβατικὴν κίνησιν.: [548, 1290, 798, 1317]
turkey-boycott-subtitle: ΙΔΙΑΙΤΕΡΑ ΤΗΛΕΓΡΑΦΗΜΑΤΑ ΤΟΥ «ΕΜΠΡΟΣ»: [548, 952, 1058, 973]
memo-subtitle: ΤΗΣ ΑΥΣΤΡΙΑΣ: [813, 529, 1058, 554]
market-value: 49.—: [141, 513, 167, 525]
market-row: [40, 475, 169, 488]
market-row: [40, 487, 169, 500]
memo-title: ΜΥΣΤΙΚΟΝ ΥΠΟΜΝΗΜΑ: [843, 511, 1028, 528]
col6-top: Ὅπως ποτ' ἂν ἔχῃ ἡ κατάστασις, ὁ Διάπτσεβ θὰ μείνῃ ἀκόμη ὀλίγας ἡμέρας ἐν Κωνσταντινουπόλει διὰ νὰ ἀπέλθῃ εἰς Σόφιαν διὰ νὰ ἐκθέσῃ καὶ προσωπικῶς τὴν πορείαν τῶν διαπραγματεύσεων.: [1328, 148, 1560, 228]
trade-text: Δίπλωμα μηχανικοῦ β' τάξεως λαμβάνουσιν οἱ ἔχοντες δύο ἔτη ὑπηρεσίας ἐπὶ ἀτμοπλοίου ὡς δόκιμοι μηχανικοὶ καὶ ἐπιτυχόντες εἰς τὰς ἐξετάσεις.: [813, 1307, 1058, 1360]
nautical-subhead-1: ΣΥΣΤΑΣΙΣ ΝΑΥΤΙΚΗΣ ΣΧΟΛΗΣ: [107, 1138, 465, 1163]
market-row: [173, 514, 295, 525]
market-value: 235.—: [135, 374, 167, 386]
market-label: Σιδηρ. Α. Π.: [42, 412, 100, 424]
market-label: Ἡνωμένη: [42, 261, 88, 273]
market-value: 112.50: [133, 349, 167, 361]
edition-title: 5Η ΠΡΩΙΝΗ: [584, 156, 1022, 233]
negotiations-text: Τὴν ἑσπέραν τῆς Πέμπτης οἱ ὑπουργοὶ τῆς Βουλγαρίας συνῆλθον εἰς συμβούλιον καὶ ἠσχολήθησαν μετὰ τῶν τελευταίων ἐκθέσεων τοῦ Διάπτσεβ πρὸς τὰς διαπραγματεύσεις. Ὁ πρωθυπουργὸς Μαλίνωφ συμφωνεῖ ὅπως ὁ Διάπτσεβ ἐξακολουθήσῃ τὰς διαπραγματεύσεις.: [1073, 890, 1313, 983]
notice-address: 37 Ὁδὸς Σωκράτους 37: [1358, 959, 1530, 975]
market-label: ΣΥΝΑΛΛ.: [174, 426, 220, 438]
article-paragraph: Ἡ ἐπιτροπὴ δύναται νὰ ὁρίσῃ καὶ βραχύτερα διαστήματα διὰ τὴν ἐπιθεώρησιν τῶν πλοίων.: [288, 1688, 532, 1728]
market-label: Δημ. Προσόδων: [42, 399, 118, 411]
column-4-lower: [813, 980, 1058, 1280]
market-row: [173, 349, 295, 360]
page-number: 4: [40, 107, 60, 140]
market-row: [40, 387, 169, 400]
article-paragraph: Πρῶτον ἐπεζήθη τὸ περὶ συστάσεως τῆς ἐμπορικῆς Σχολῆς. Αὐτὸ συνίσταται ἐν Πειραιεῖ Ναυτικὴ Σχολὴ σκοποῦσα τὴν ἐκπαίδευσιν ναυτικῶν προερχομένων ὅπως παρασκευάσῃ τῶν ἐμπορικῶν ἡμῶν πλοίων. Ἡ Σχολὴ αὐτὴ καλουμένη Σχολὴ Ἐμποροπλοιάρχων ὑπάγεται εἰς τὴν διακυβέρνησιν τοῦ ἐπὶ τῶν Ναυτικῶν ὑπουργείου.: [40, 1260, 272, 1379]
italy-title: Η ΙΤΑΛΙΑ: [623, 524, 723, 549]
italy-text: ΒΙΕΝΝΗ, Πέμ. πρ. Τηλεγραφήματα ἐκ Ρώμης ἀγγέλλουσιν ὅτι ἡ ἐξακολουθοῦσα ἐν τῇ Βουλῇ συζήτησις ἐπὶ τῆς ἐξωτερικῆς πολιτικῆς τῆς Κυβερνήσεως ἐδωσεν ἀφορμὴν νὰ ἐκδηλωθῶσι διάφοροι γνῶμαι περὶ τῶν βαλκανικῶν ζητημάτων.: [548, 566, 798, 646]
banner-boycott: Ο ΕΜΠΟΡΙΚΟΣ ΑΠΟΚΛΕΙΣΜΟΣ: [548, 307, 1058, 340]
ad-2: ΝΕΟΝ ΓΟΥΣΤΟ Γαλάζια, ἐκλεκτὰ, ἀγγλικὰ μάλλινα ὑφάσματα, κουμπιὰ ἀρ. 6,50 ἀντὶ δρ. 7,40.: [1328, 754, 1560, 794]
market-label: » Πελοπον.: [42, 437, 97, 449]
boycott-came-dateline: ΠΑΤΡΑΙ, 19 Νοεμβρίου.: [1083, 431, 1260, 445]
market-row: [173, 294, 295, 305]
market-label: Σελίνιον: [174, 503, 217, 515]
market-row: [40, 261, 169, 274]
market-row: [173, 415, 295, 426]
market-row: [173, 404, 295, 415]
merchant-captains-title: ΤΟ ΠΕΡΙ ΕΜΠΟΡΟΠΛΟΙΑΡΧΩΝ: [1101, 994, 1285, 1008]
nautical-column-a: [40, 1190, 272, 2240]
column-rule: [1065, 148, 1066, 2238]
market-label: Τραπ. Ἀνατολῆς: [42, 337, 120, 349]
turkey-boycott-title: Ο ΕΜΠΟΡΙΚΟΣ ΑΠΟΚΛΕΙΣΜΟΣ ΕΝ ΤΟΥΡΚΙΑ: [548, 923, 1058, 952]
market-value: 437.—: [135, 299, 167, 311]
market-value: 58.50: [139, 450, 167, 462]
market-label: Τραπ. Ἐθν.: [42, 324, 96, 336]
pera-text-b: Ὁ μέγας βεζύρης Κιαμὶλ πασᾶς ἐδήλωσεν ὅτι ἡ Κυβέρνησις δὲν δύναται νὰ ἐπέμβῃ εἰς τὸ ζήτημα τοῦ ἀποκλεισμοῦ. Ἐκ τῆς ἀποχῆς τῶν ἐμπόρων αἱ αὐστριακαὶ ἑταιρεῖαι ζημιοῦνται.: [813, 980, 1058, 1046]
article-paragraph: Τὰ διδασκόμενα ἐν τῇ Σχολῇ μαθήματα εἶνε τὰ ἑξῆς διὰ τὸ Α' ἔτος: Μαθηματικά, Ἑλληνικά, Κοσμογραφία, Ναυσιπλοΐα, Ναυτικὸν ὑπολογισμοί, Ναυτικὸν ὀνοματολόγιον, ἐξαρτισμὸς καὶ χειρισμὸς πλοίου, Γαλλικὰ καὶ Ἀγγλικά.: [40, 1638, 272, 1718]
ad-1: ΝΕΟΝ ΓΟΥΣΤΟ κολάρα μόνον δρ. 13, καπέλλο «Ἀνδρικὸ» πρώτης ποιότητος, ἐγγυημένα, ἀρίστης κατασκευῆς. Ὁδὸς Σταδίου.: [1328, 685, 1560, 739]
pilots-title: ΤΟ ΠΕΡΙ ΠΛΟΗΓΩΝ: [1135, 231, 1251, 245]
market-row: [40, 374, 169, 387]
special-address: 10 Ὁδὸς Εὐριπίδου 10: [1362, 1181, 1526, 1197]
market-label: Λίρα Ἀγγλίας: [174, 459, 240, 471]
bulgaria-dateline: ΠΕΡΑΝ, Κ/πόλεως, Πέμπτη: [558, 1111, 752, 1125]
market-label: Ἠλεκτρικῆς: [42, 475, 100, 487]
market-value: 84.11/16: [249, 272, 293, 284]
market-value: 25.11: [265, 415, 293, 427]
